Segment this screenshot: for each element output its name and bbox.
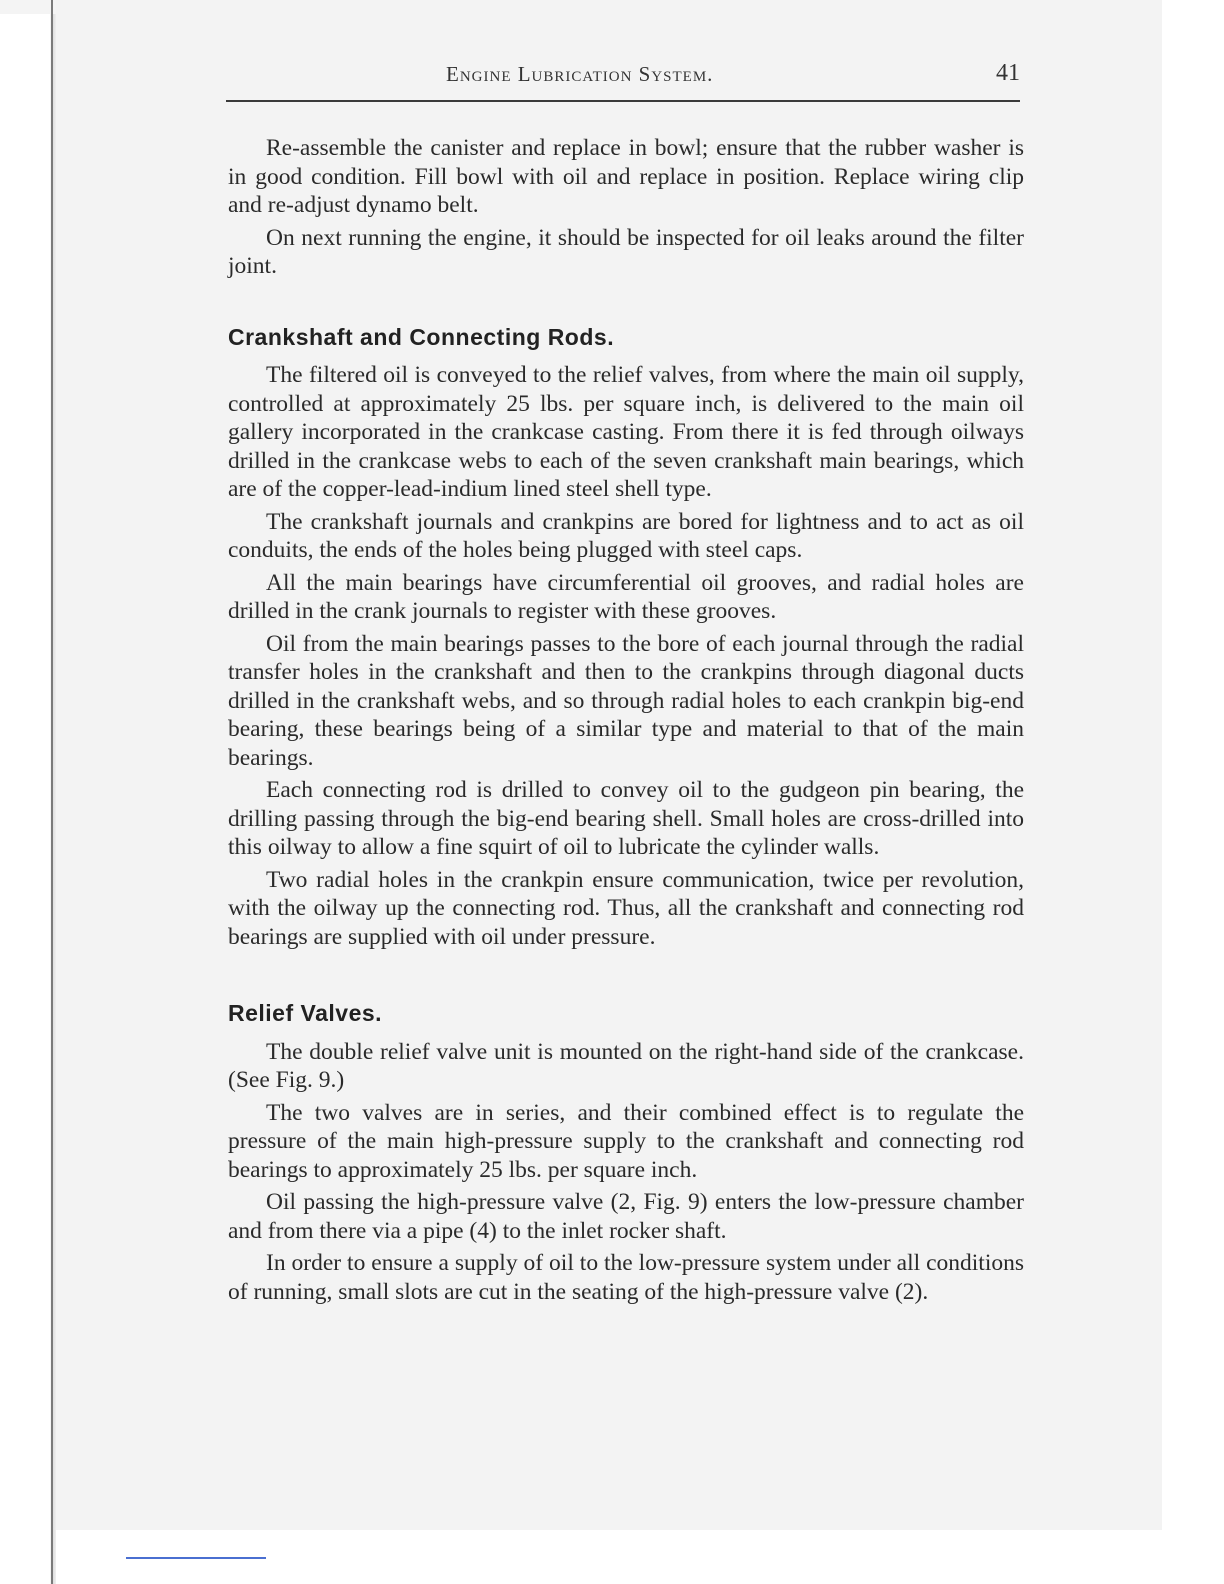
page-number: 41: [996, 60, 1020, 86]
paragraph: The filtered oil is conveyed to the relief valves, from where the main oil supply, controlled at approximately 25 lbs. per square inch, is delivered to the main oil gallery incorporated in the crankcase casting. From there it is fed through oilways drilled in the crankcase webs to each of the seven crankshaft main bearings, which are of the copper-lead-indium lined steel shell type.: [228, 362, 1024, 502]
paragraph: Oil from the main bearings passes to the bore of each journal through the radial transfer holes in the crankshaft and then to the crankpins through diagonal ducts drilled in the crankshaft webs, and so through radial holes to each crankpin big-end bearing, these bearings being of a similar type and material to that of the main bearings.: [228, 630, 1024, 771]
paragraph: On next running the engine, it should be inspected for oil leaks around the filter joint.: [228, 224, 1024, 279]
paragraph: The double relief valve unit is mounted on the right-hand side of the crankcase. (See Fig. 9.): [228, 1038, 1024, 1093]
section-heading-relief-valves: Relief Valves.: [228, 1000, 383, 1026]
paragraph: All the main bearings have circumferential oil grooves, and radial holes are drilled in the crank journals to register with these grooves.: [228, 569, 1024, 624]
paragraph: Re-assemble the canister and replace in bowl; ensure that the rubber washer is in good condition. Fill bowl with oil and replace in position. Replace wiring clip and re-adjust dynamo belt.: [228, 135, 1024, 218]
running-header-title: Engine Lubrication System.: [446, 62, 714, 86]
header-rule: [226, 100, 1020, 102]
binding-edge-line: [51, 0, 53, 1584]
scan-right-margin: [1162, 0, 1224, 1584]
paragraph: Oil passing the high-pressure valve (2, Fig. 9) enters the low-pressure chamber and from there via a pipe (4) to the inlet rocker shaft.: [228, 1189, 1024, 1244]
scan-left-edge: [0, 0, 56, 1584]
section-heading-crankshaft: Crankshaft and Connecting Rods.: [228, 323, 615, 350]
paragraph: In order to ensure a supply of oil to the low-pressure system under all conditions of running, small slots are cut in the seating of the high-pressure valve (2).: [228, 1250, 1024, 1305]
paragraph: Two radial holes in the crankpin ensure communication, twice per revolution, with the oilway up the connecting rod. Thus, all the crankshaft and connecting rod bearings are supplied with oil under pressure.: [228, 866, 1024, 950]
paragraph: Each connecting rod is drilled to convey oil to the gudgeon pin bearing, the drilling passing through the big-end bearing shell. Small holes are cross-drilled into this oilway to allow a fine squirt of oil to lubricate the cylinder walls.: [228, 777, 1024, 860]
paragraph: The crankshaft journals and crankpins are bored for lightness and to act as oil conduits, the ends of the holes being plugged with steel caps.: [228, 508, 1024, 563]
paragraph: The two valves are in series, and their combined effect is to regulate the pressure of the main high-pressure supply to the crankshaft and connecting rod bearings to approximately 25 lbs. per square inch.: [228, 1099, 1024, 1183]
bottom-underline-mark: [126, 1557, 266, 1559]
running-header: [226, 58, 1020, 98]
page-body: [228, 134, 1024, 1310]
scan-corner: [0, 0, 56, 14]
